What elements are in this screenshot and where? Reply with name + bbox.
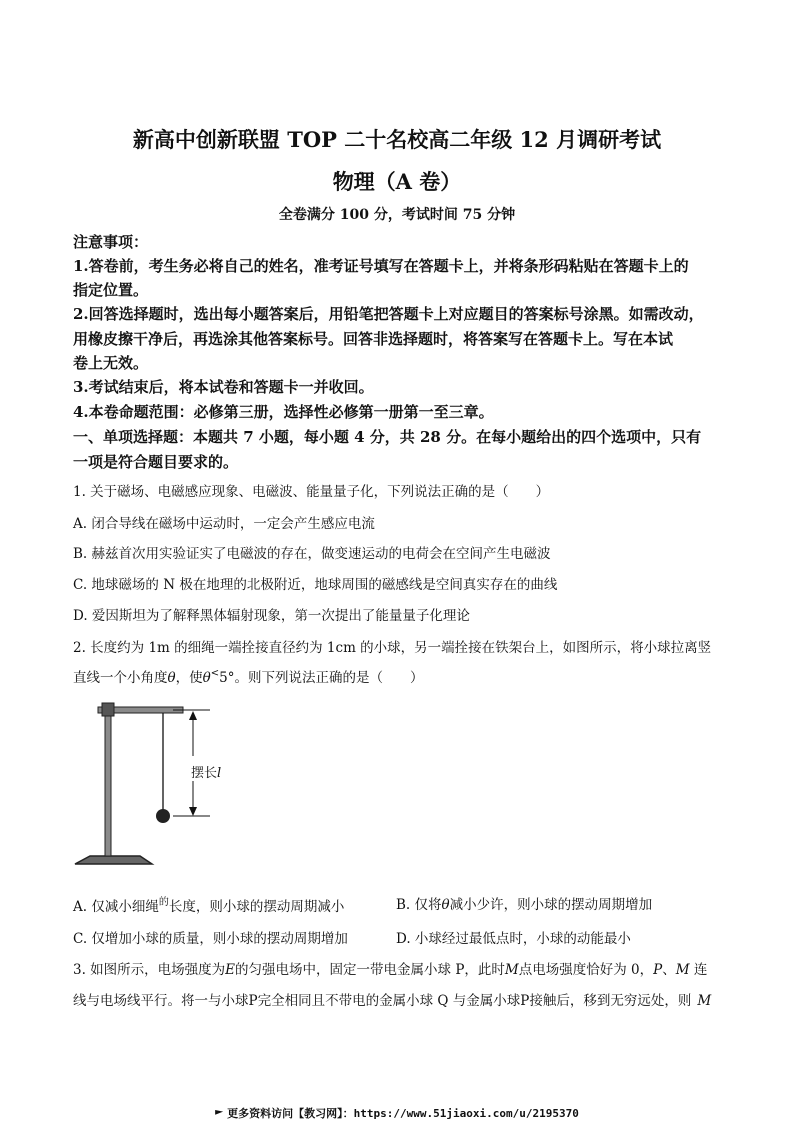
exam-subtitle: 物理（A 卷） — [332, 169, 462, 194]
stand-base — [75, 856, 152, 864]
q2-stem-part-b: ，使 — [175, 670, 203, 686]
note-2-line-3: 卷上无效。 — [73, 354, 149, 372]
note-2-line-1: 2.回答选择题时，选出每小题答案后，用铅笔把答题卡上对应题目的答案标号涂黑。如需改动， — [73, 305, 704, 323]
flag-icon — [215, 1110, 223, 1118]
q2-stem-part-a: 直线一个小角度 — [73, 670, 168, 686]
note-2-line-2: 用橡皮擦干净后，再选涂其他答案标号。回答非选择题时，将答案写在答题卡上。写在本试 — [73, 330, 674, 348]
notes-heading: 注意事项： — [73, 233, 149, 251]
q2-stem-part-c: 5°。则下列说法正确的是（ ） — [219, 670, 424, 686]
note-4: 4.本卷命题范围：必修第三册，选择性必修第一册第一至三章。 — [73, 403, 494, 421]
q1-stem: 1. 关于磁场、电磁感应现象、电磁波、能量量子化，下列说法正确的是（ ） — [73, 484, 550, 500]
q2-stem-line-2 — [73, 666, 424, 686]
pendulum-ball — [156, 809, 170, 823]
pendulum-length-label: 摆长l — [191, 762, 221, 781]
arrowhead-down — [189, 807, 197, 816]
q3-line-1: 3. 如图所示，电场强度为E的匀强电场中，固定一带电金属小球 P，此时M点电场强度恰好为 0，P、M 连 — [73, 962, 708, 978]
note-1-line-1: 1.答卷前，考生务必将自己的姓名，准考证号填写在答题卡上，并将条形码粘贴在答题卡上的 — [73, 257, 689, 275]
note-1-line-2: 指定位置。 — [73, 281, 149, 299]
theta-symbol: θ — [167, 670, 176, 686]
q1-option-a: A. 闭合导线在磁场中运动时，一定会产生感应电流 — [73, 516, 375, 532]
less-than-symbol: < — [210, 668, 220, 679]
q1-option-d: D. 爱因斯坦为了解释黑体辐射现象，第一次提出了能量量子化理论 — [73, 608, 470, 624]
footer-link[interactable]: 更多资料访问【教习网】：https://www.51jiaoxi.com/u/2195370 — [0, 1105, 794, 1121]
note-3: 3.考试结束后，将本试卷和答题卡一并收回。 — [73, 378, 374, 396]
exam-info: 全卷满分 100 分，考试时间 75 分钟 — [278, 207, 516, 223]
q1-option-b: B. 赫兹首次用实验证实了电磁波的存在，做变速运动的电荷会在空间产生电磁波 — [73, 546, 551, 562]
stand-clamp — [102, 703, 114, 716]
exam-title: 新高中创新联盟 TOP 二十名校高二年级 12 月调研考试 — [132, 127, 662, 152]
q3-line-2: 线与电场线平行。将一与小球P完全相同且不带电的金属小球 Q 与金属小球P接触后，移到无穷远处，则 M — [73, 993, 712, 1009]
q1-option-c: C. 地球磁场的 N 极在地理的北极附近，地球周围的磁感线是空间真实存在的曲线 — [73, 577, 558, 593]
q2-option-a: A. 仅减小细绳$^的$长度，则小球的摆动周期减小 — [73, 897, 345, 915]
section-1-line-2: 一项是符合题目要求的。 — [73, 453, 239, 471]
q2-stem-line-1: 2. 长度约为 1m 的细绳一端拴接直径约为 1cm 的小球，另一端拴接在铁架台上，如图所示，将小球拉离竖 — [73, 640, 712, 656]
q2-option-b: B. 仅将θ减小少许，则小球的摆动周期增加 — [396, 897, 653, 913]
arrowhead-up — [189, 711, 197, 720]
section-1-line-1: 一、单项选择题：本题共 7 小题，每小题 4 分，共 28 分。在每小题给出的四个选项中，只有 — [73, 428, 702, 446]
pendulum-figure — [70, 696, 290, 871]
theta-symbol-2: θ — [202, 670, 211, 686]
q2-option-c: C. 仅增加小球的质量，则小球的摆动周期增加 — [73, 931, 348, 947]
stand-pole — [105, 706, 111, 856]
q2-option-d: D. 小球经过最低点时，小球的动能最小 — [396, 931, 631, 947]
